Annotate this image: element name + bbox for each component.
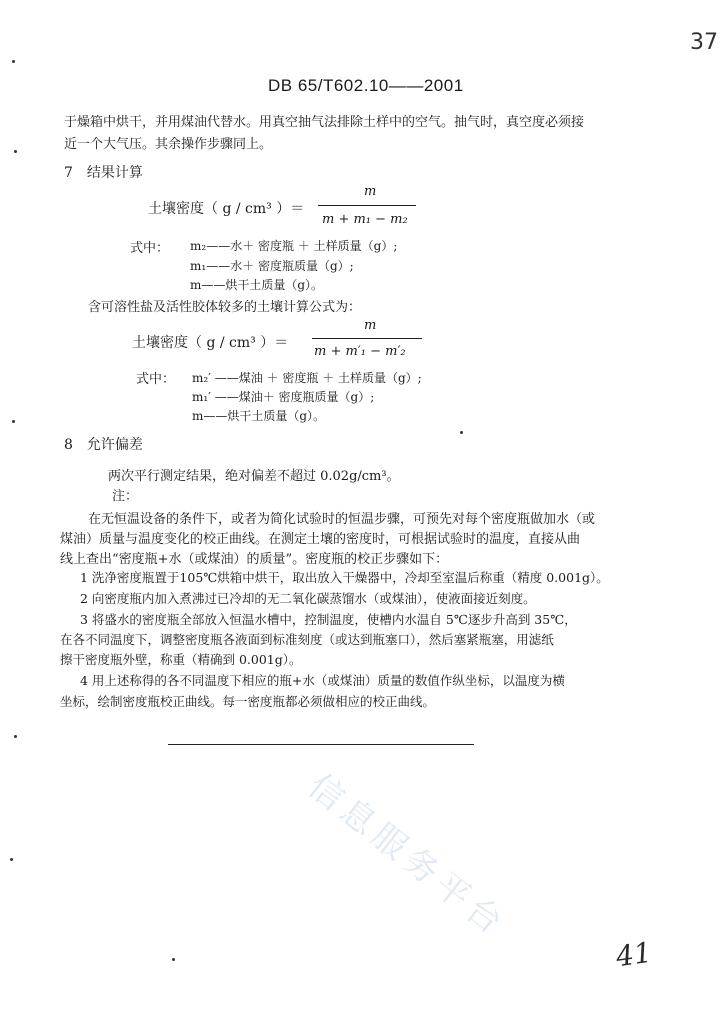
where-label-2: 式中： — [136, 372, 176, 387]
document-header: DB 65/T602.10——2001 — [268, 76, 464, 95]
scan-speck — [10, 858, 13, 861]
calibration-step-1: 1 洗净密度瓶置于105℃烘箱中烘干，取出放入干燥器中，冷却至室温后称重（精度 0.001g）。 — [80, 570, 609, 585]
formula-2-numerator: m — [364, 318, 377, 333]
end-of-text-rule — [168, 744, 474, 745]
definition-1-m2: m₂——水＋ 密度瓶 ＋ 土样质量（g）; — [190, 239, 398, 253]
scan-speck — [460, 431, 463, 434]
soluble-salt-note: 含可溶性盐及活性胶体较多的土壤计算公式为： — [88, 300, 362, 315]
watermark-text: 信息服务平台 — [300, 766, 515, 946]
where-label-1: 式中： — [130, 241, 170, 256]
scan-speck — [12, 420, 15, 423]
calibration-step-3-line-2: 在各不同温度下，调整密度瓶各液面到标准刻度（或达到瓶塞口），然后塞紧瓶塞，用滤纸 — [60, 632, 554, 647]
scan-speck — [14, 150, 17, 153]
formula-1-fraction-bar — [318, 205, 416, 206]
note-paragraph-line-2: 煤油）质量与温度变化的校正曲线。在测定土壤的密度时，可根据试验时的温度，直接从曲 — [60, 532, 581, 547]
intro-line-1: 于燥箱中烘干，并用煤油代替水。用真空抽气法排除土样中的空气。抽气时，真空度必须接 — [64, 115, 585, 130]
formula-1-numerator: m — [364, 184, 377, 199]
intro-line-2: 近一个大气压。其余操作步骤同上。 — [64, 137, 273, 152]
corner-handwritten-mark: 37 — [690, 30, 718, 55]
definition-2-m1-prime: m₁′ ——煤油＋ 密度瓶质量（g）; — [192, 390, 375, 404]
page-number: 41 — [613, 935, 654, 974]
definition-2-m2-prime: m₂′ ——煤油 ＋ 密度瓶 ＋ 土样质量（g）; — [192, 371, 422, 385]
calibration-step-4-line-1: 4 用上述称得的各不同温度下相应的瓶+水（或煤油）质量的数值作纵坐标，以温度为横 — [80, 673, 565, 688]
definition-2-m: m——烘干土质量（g）。 — [192, 409, 326, 423]
tolerance-statement: 两次平行测定结果，绝对偏差不超过 0.02g/cm³。 — [108, 469, 400, 484]
definition-1-m1: m₁——水＋ 密度瓶质量（g）; — [190, 259, 354, 273]
scan-speck — [14, 735, 17, 738]
section-7-heading: 7 结果计算 — [64, 165, 143, 181]
formula-2-denominator: m + m′₁ − m′₂ — [314, 344, 406, 359]
note-paragraph-line-3: 线上查出“密度瓶+水（或煤油）的质量”。密度瓶的校正步骤如下： — [60, 552, 449, 567]
calibration-step-3-line-3: 擦干密度瓶外壁，称重（精确到 0.001g）。 — [60, 652, 302, 667]
note-paragraph-line-1: 在无恒温设备的条件下，或者为简化试验时的恒温步骤，可预先对每个密度瓶做加水（或 — [88, 512, 596, 527]
section-8-heading: 8 允许偏差 — [64, 437, 143, 453]
formula-2-fraction-bar — [312, 338, 422, 339]
calibration-step-2: 2 向密度瓶内加入煮沸过已冷却的无二氧化碳蒸馏水（或煤油），使液面接近刻度。 — [80, 591, 536, 606]
formula-1-denominator: m + m₁ − m₂ — [322, 212, 408, 227]
formula-1-lhs: 土壤密度（ g / cm³ ）＝ — [148, 201, 305, 217]
definition-1-m: m——烘干土质量（g）。 — [190, 278, 324, 292]
calibration-step-4-line-2: 坐标，绘制密度瓶校正曲线。每一密度瓶都必须做相应的校正曲线。 — [60, 694, 436, 709]
calibration-step-3-line-1: 3 将盛水的密度瓶全部放入恒温水槽中，控制温度，使槽内水温自 5℃逐步升高到 35℃， — [80, 612, 577, 627]
formula-2-lhs: 土壤密度（ g / cm³ ）＝ — [132, 335, 289, 351]
scan-speck — [172, 958, 175, 961]
scan-speck — [12, 60, 15, 63]
note-label: 注： — [112, 489, 139, 504]
